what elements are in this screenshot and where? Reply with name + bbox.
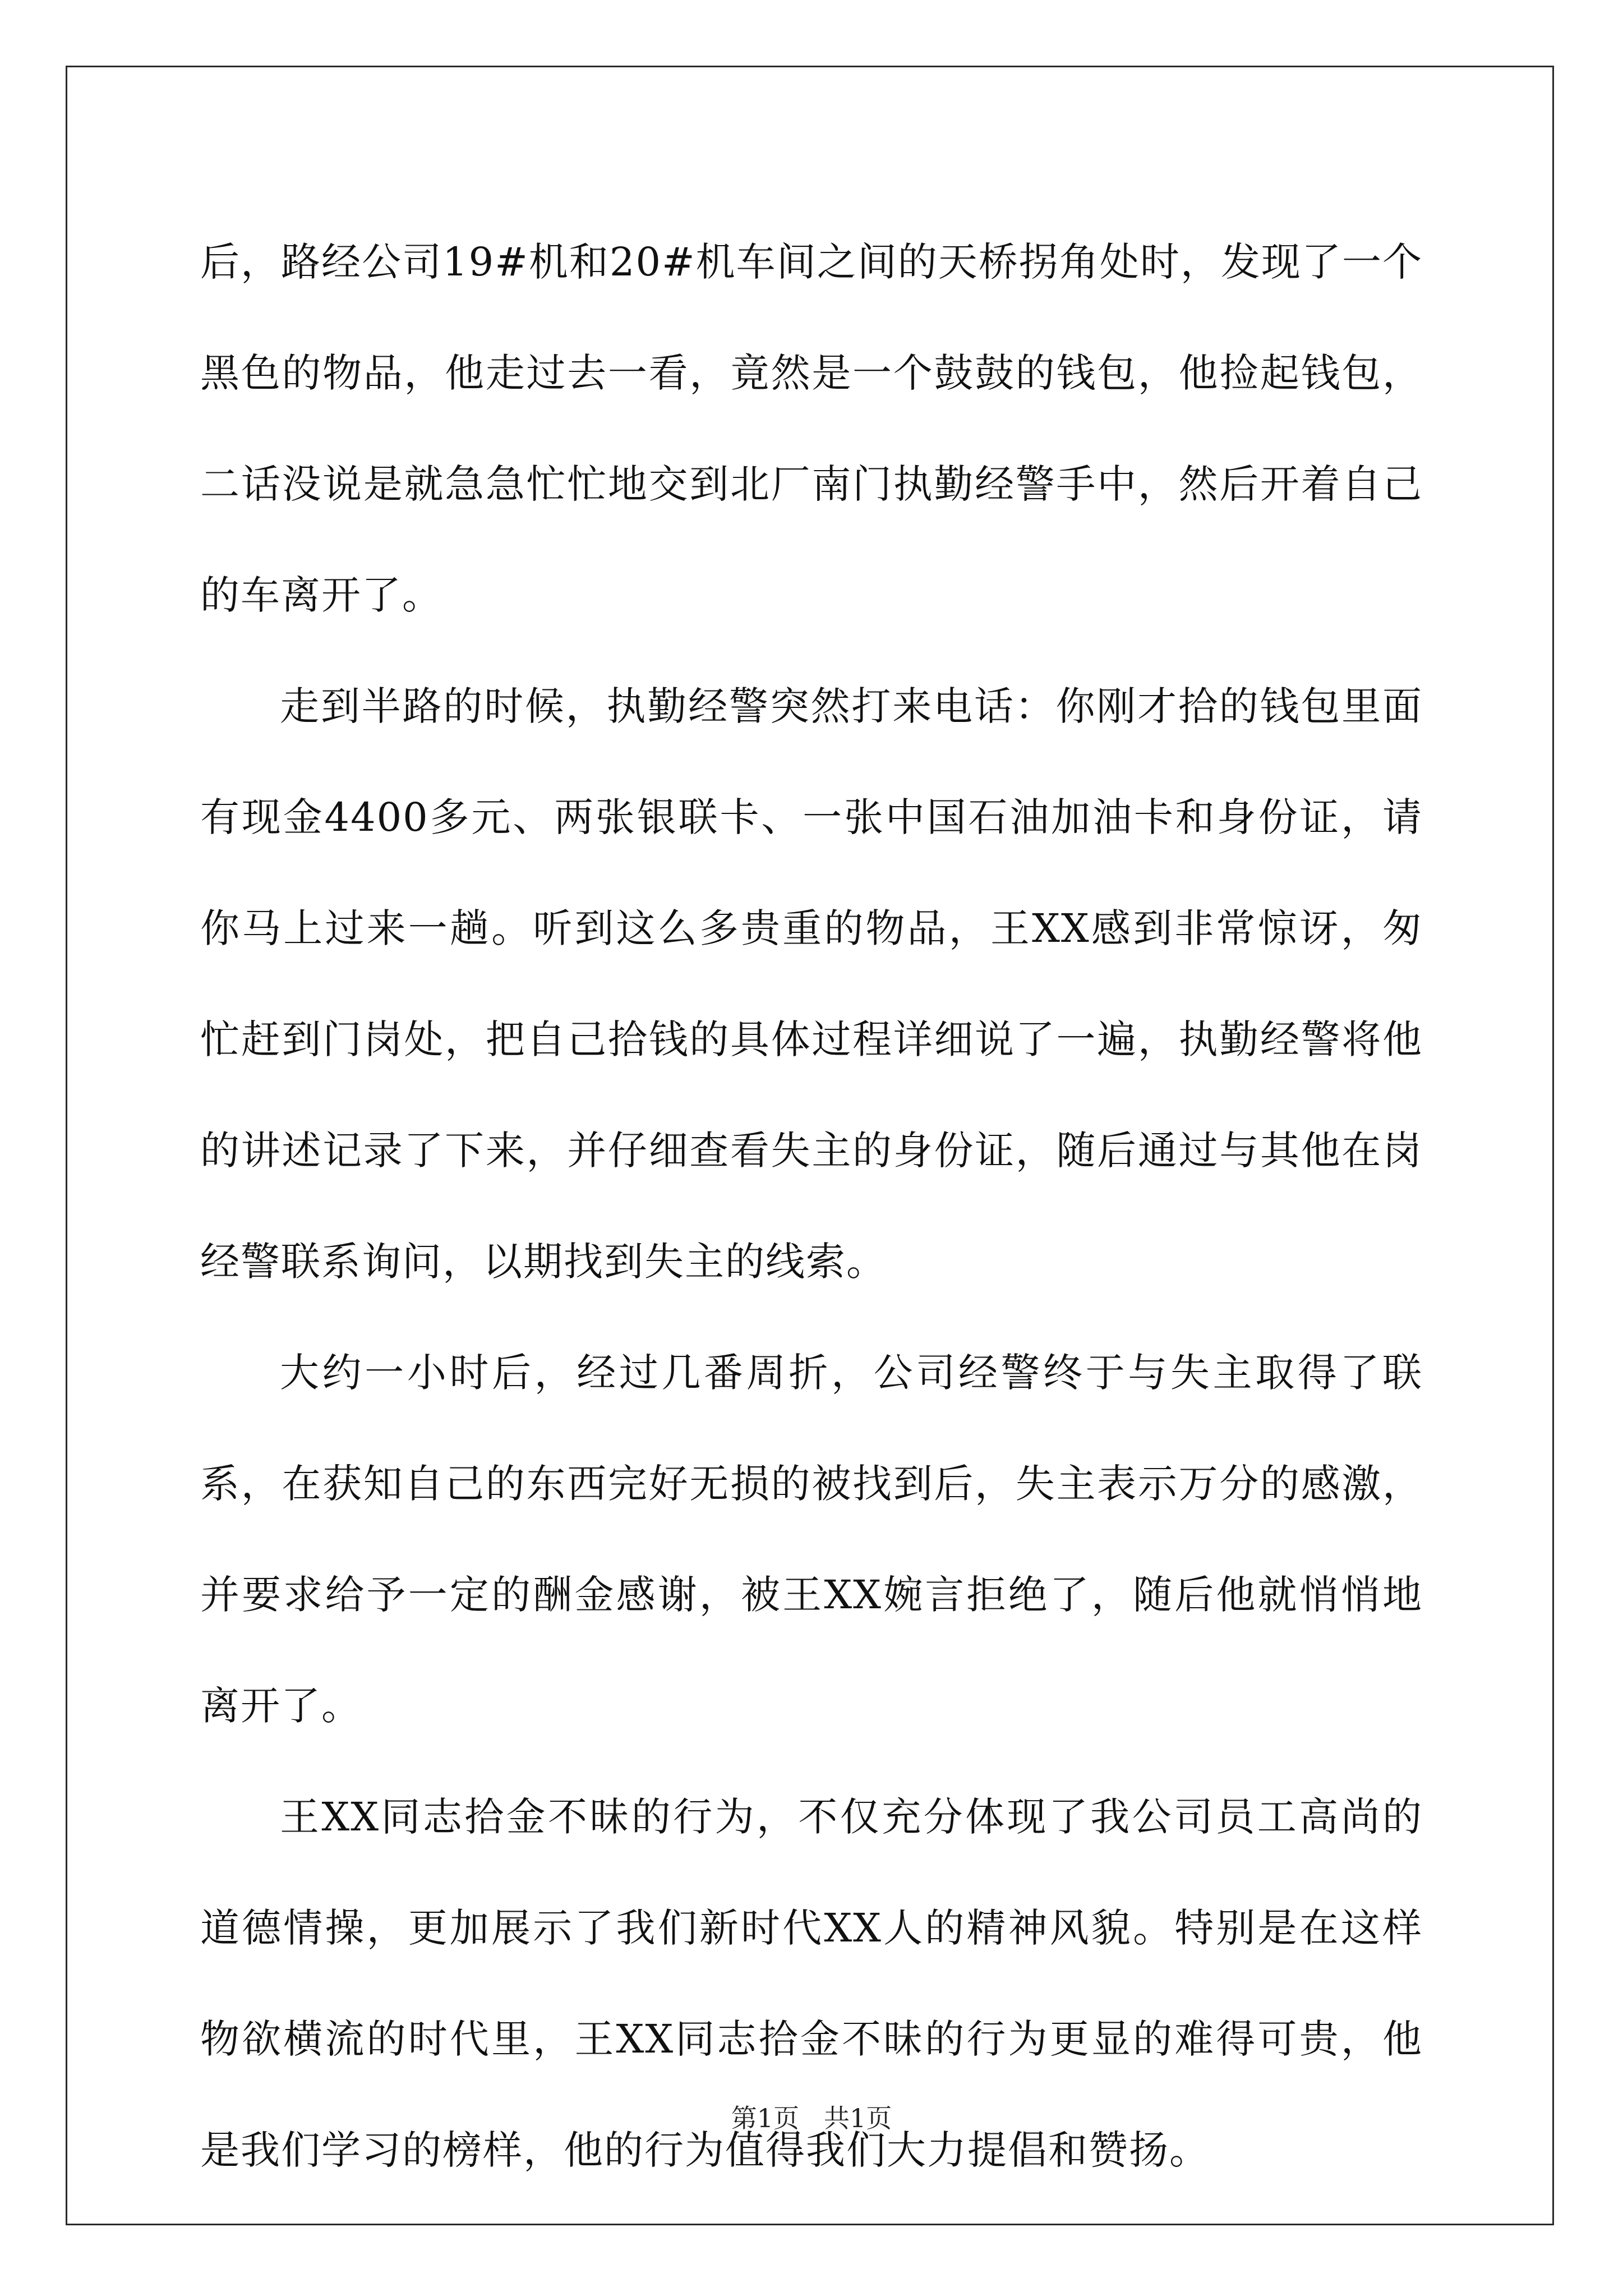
page-total: 共1页 (824, 2103, 892, 2133)
page-footer (0, 2098, 1623, 2135)
paragraph-2: 走到半路的时候，执勤经警突然打来电话：你刚才拾的钱包里面有现金4400多元、两张银联卡、一张中国石油加油卡和身份证，请你马上过来一趟。听到这么多贵重的物品，王XX感到非常惊讶，匆忙赶到门岗处，把自己拾钱的具体过程详细说了一遍，执勤经警将他的讲述记录了下来，并仔细查看失主的身份证，随后通过与其他在岗经警联系询问，以期找到失主的线索。 (200, 683, 1423, 1285)
paragraph-4: 王XX同志拾金不昧的行为，不仅充分体现了我公司员工高尚的道德情操，更加展示了我们新时代XX人的精神风貌。特别是在这样物欲横流的时代里，王XX同志拾金不昧的行为更显的难得可贵，他是我们学习的榜样，他的行为值得我们大力提倡和赞扬。 (200, 1794, 1423, 2173)
paragraph-1: 后，路经公司19#机和20#机车间之间的天桥拐角处时，发现了一个黑色的物品，他走过去一看，竟然是一个鼓鼓的钱包，他捡起钱包，二话没说是就急急忙忙地交到北厂南门执勤经警手中，然后开着自己的车离开了。 (200, 239, 1423, 618)
paragraph-3: 大约一小时后，经过几番周折，公司经警终于与失主取得了联系，在获知自己的东西完好无损的被找到后，失主表示万分的感激，并要求给予一定的酬金感谢，被王XX婉言拒绝了，随后他就悄悄地离开了。 (200, 1350, 1423, 1729)
document-body (200, 206, 1423, 2206)
page-number: 第1页 (731, 2103, 799, 2133)
